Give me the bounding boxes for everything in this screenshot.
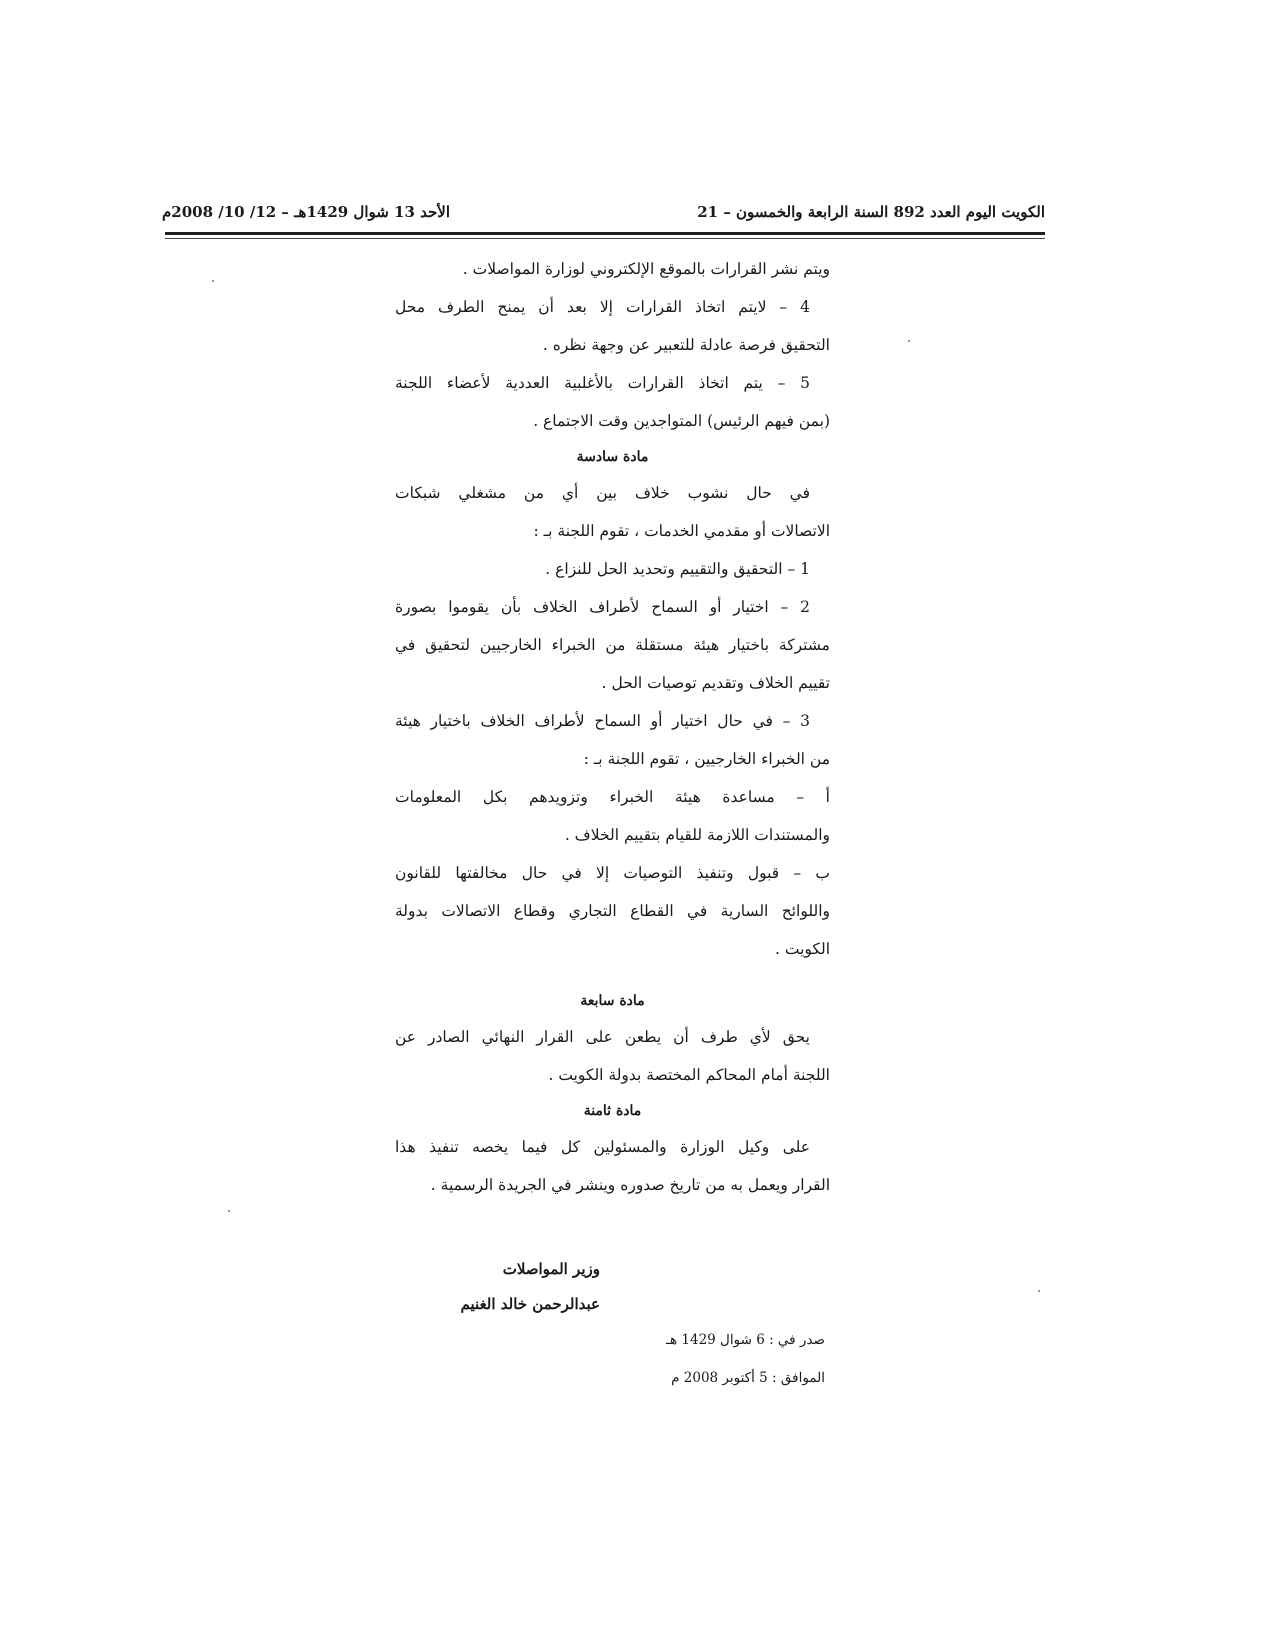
article-6-line-2: الاتصالات أو مقدمي الخدمات ، تقوم اللجنة بـ : (533, 522, 830, 540)
scan-speck (908, 340, 910, 342)
header-rule-thin (165, 238, 1045, 239)
article-8-heading: مادة ثامنة (583, 1103, 642, 1119)
article-6-line-1: في حال نشوب خلاف بين أي من مشغلي شبكات (395, 484, 810, 502)
article-6-item-2-line-3: تقييم الخلاف وتقديم توصيات الحل . (601, 674, 830, 692)
issued-hijri-date: صدر في : 6 شوال 1429 هـ (666, 1332, 825, 1348)
scan-speck (228, 1210, 230, 1212)
article-6-item-2-line-1: 2 – اختيار أو السماح لأطراف الخلاف بأن يقوموا بصورة (395, 598, 810, 616)
header-rule (165, 232, 1045, 235)
article-body (395, 250, 830, 1204)
header-date: الأحد 13 شوال 1429هـ – 12/ 10/ 2008م (162, 203, 450, 221)
intro-line: ويتم نشر القرارات بالموقع الإلكتروني لوزارة المواصلات . (462, 260, 830, 278)
item-4-line-2: التحقيق فرصة عادلة للتعبير عن وجهة نظره . (542, 336, 830, 354)
header-issue-info: الكويت اليوم العدد 892 السنة الرابعة والخمسون – 21 (697, 203, 1045, 221)
article-7-heading: مادة سابعة (580, 993, 645, 1009)
article-7-line-2: اللجنة أمام المحاكم المختصة بدولة الكويت . (548, 1066, 830, 1084)
article-7-line-1: يحق لأي طرف أن يطعن على القرار النهائي الصادر عن (395, 1028, 810, 1046)
article-6-item-1: 1 – التحقيق والتقييم وتحديد الحل للنزاع . (545, 560, 810, 578)
item-5-line-1: 5 – يتم اتخاذ القرارات بالأغلبية العددية لأعضاء اللجنة (395, 374, 810, 392)
article-8-line-1: على وكيل الوزارة والمسئولين كل فيما يخصه تنفيذ هذا (395, 1138, 810, 1156)
issued-gregorian-date: الموافق : 5 أكتوبر 2008 م (671, 1370, 825, 1386)
article-6-heading: مادة سادسة (576, 449, 649, 465)
article-6-sub-b-line-3: الكويت . (775, 940, 830, 958)
article-6-sub-b-line-2: واللوائح السارية في القطاع التجاري وقطاع الاتصالات بدولة (395, 902, 830, 920)
scan-speck (1038, 1290, 1040, 1292)
article-6-item-3-line-2: من الخبراء الخارجيين ، تقوم اللجنة بـ : (583, 750, 830, 768)
signatory-name: عبدالرحمن خالد الغنيم (460, 1295, 600, 1313)
article-6-sub-a-line-2: والمستندات اللازمة للقيام بتقييم الخلاف . (564, 826, 830, 844)
signatory-title: وزير المواصلات (502, 1260, 600, 1278)
item-5-line-2: (بمن فيهم الرئيس) المتواجدين وقت الاجتماع . (533, 412, 830, 430)
article-6-sub-b-line-1: ب – قبول وتنفيذ التوصيات إلا في حال مخالفتها للقانون (395, 864, 830, 882)
item-4-line-1: 4 – لايتم اتخاذ القرارات إلا بعد أن يمنح الطرف محل (395, 298, 810, 316)
scan-speck (212, 280, 214, 282)
article-6-sub-a-line-1: أ – مساعدة هيئة الخبراء وتزويدهم بكل المعلومات (395, 788, 830, 806)
article-8-line-2: القرار ويعمل به من تاريخ صدوره وينشر في الجريدة الرسمية . (430, 1176, 830, 1194)
article-6-item-3-line-1: 3 – في حال اختيار أو السماح لأطراف الخلاف باختيار هيئة (395, 712, 810, 730)
article-6-item-2-line-2: مشتركة باختيار هيئة مستقلة من الخبراء الخارجيين لتحقيق في (395, 636, 830, 654)
